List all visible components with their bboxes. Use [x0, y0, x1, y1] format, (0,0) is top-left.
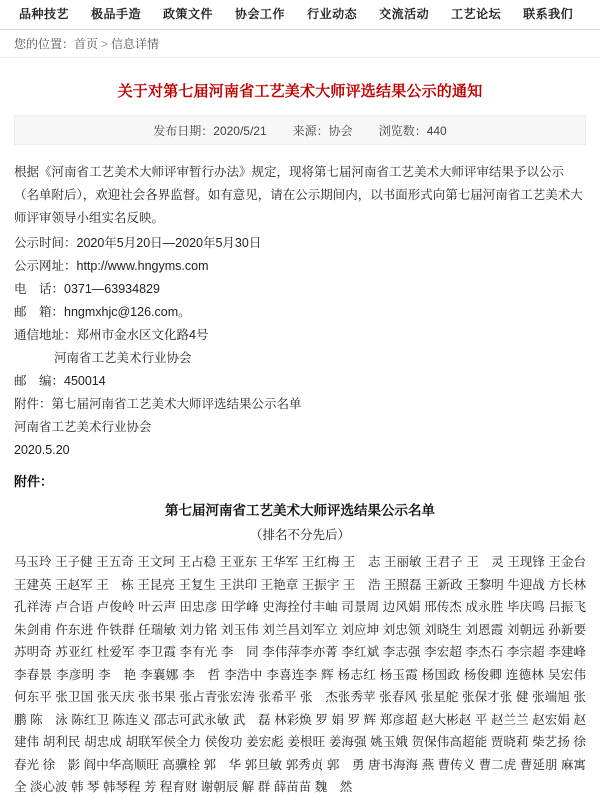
nav-item-2[interactable]: 政策文件 [163, 7, 214, 21]
breadcrumb-current: 信息详情 [111, 37, 160, 51]
article-line-8: 2020.5.20 [14, 443, 70, 457]
nav-item-4[interactable]: 行业动态 [307, 7, 358, 21]
article-paragraph: 根据《河南省工艺美术大师评审暂行办法》规定，现将第七届河南省工艺美术大师评审结果予以公示（名单附后），欢迎社会各界监督。如有意见，请在公示期间内，以书面形式向第七届河南省工艺美术大师评审领导小组实名反映。 [14, 165, 583, 225]
views-label: 浏览数： [378, 123, 427, 138]
article-line-7: 河南省工艺美术行业协会 [14, 420, 152, 434]
winner-name-list: 马玉玲 王子健 王五奇 王文珂 王占稳 王亚东 王华军 王红梅 王 志 王丽敏 王君子 王 灵 王现锋 王金台 王建英 王赵军 王 栋 王昆亮 王复生 王洪印 王艳章 王振宇 王 浩 王照磊 王新政 王黎明 牛迎战 方长林 孔祥涛 卢合语 卢俊岭 叶云声 田忠彦 田学峰 史海拴付丰岫 司景周 边风娟 邢传杰 成永胜 毕庆鸣 吕振飞朱剑甫 仵东进 仵铁群 任瑞敏 刘力铭 刘玉伟 刘兰昌刘军立 刘应坤 刘忠领 刘晓生 刘恩霞 刘朝远 孙新要苏明奇 苏亚红 杜爱军 李卫霞 李有光 李 同 李伟萍李亦菁 李红斌 李志强 李宏超 李杰石 李宗超 李建峰李春景 李彦明 李 艳 李襄娜 李 哲 李浩中 李喜连李 辉 杨志红 杨玉霞 杨国政 杨俊卿 连德林 吴宏伟 何东平 张卫国 张天庆 张书果 张占青张宏涛 张希平 张 杰张秀苹 张春风 张星舵 张保才张 健 张端旭 张 鹏 陈 泳 陈红卫 陈连义 邵志可武永敏 武 磊 林彩焕 罗 娟 罗 辉 郑彦超 赵大彬赵 平 赵兰兰 赵宏娟 赵建伟 胡利民 胡忠成 胡联军侯全力 侯俊功 姜宏彪 姜根旺 姜海强 姚玉娥 贺保伟高超能 贾晓莉 柴艺扬 徐春光 徐 影 阎中华高顺旺 高骥栓 郭 华 郭旦敏 郭秀贞 郭 勇 唐书海海 燕 曹传义 曹二虎 曹延朋 麻寓全 淡心波 韩 琴 韩琴程 芳 程育财 谢朝辰 解 群 薛苗苗 魏 然 [14, 555, 599, 794]
list-title: 第七届河南省工艺美术大师评选结果公示名单 [165, 503, 435, 518]
article-line-6: 附件：第七届河南省工艺美术大师评选结果公示名单 [14, 397, 302, 411]
article-line-5: 邮 编：450014 [14, 374, 106, 388]
breadcrumb [0, 30, 600, 58]
nav-item-7[interactable]: 联系我们 [523, 7, 574, 21]
views-value: 440 [426, 123, 447, 138]
breadcrumb-home-link[interactable]: 首页 [74, 37, 99, 51]
article-line-0: 公示时间：2020年5月20日—2020年5月30日 [14, 236, 262, 250]
article-line-4: 通信地址：郑州市金水区文化路4号 [14, 328, 209, 342]
publish-date-label: 发布日期： [153, 123, 214, 138]
list-subtitle: （排名不分先后） [249, 528, 350, 542]
article-title: 关于对第七届河南省工艺美术大师评选结果公示的通知 [117, 83, 483, 100]
article-content [0, 80, 600, 807]
source-label: 来源： [292, 123, 329, 138]
article-line-2: 电 话：0371—63934829 [14, 282, 160, 296]
article-line-3: 邮 箱：hngmxhjc@126.com。 [14, 305, 191, 319]
publish-date [153, 122, 266, 139]
views [379, 122, 447, 139]
nav-item-1[interactable]: 极品手造 [91, 7, 142, 21]
breadcrumb-label: 您的位置： [14, 37, 75, 51]
publish-date-value: 2020/5/21 [213, 123, 267, 138]
nav-item-3[interactable]: 协会工作 [235, 7, 286, 21]
article-body [14, 161, 599, 807]
nav-item-5[interactable]: 交流活动 [379, 7, 430, 21]
source-value: 协会 [328, 123, 353, 138]
attachment-heading: 附件： [14, 474, 54, 489]
article-line-association: 河南省工艺美术行业协会 [54, 351, 192, 365]
top-navbar [0, 0, 600, 30]
article-line-1: 公示网址：http://www.hngyms.com [14, 259, 209, 273]
nav-item-0[interactable]: 品种技艺 [19, 7, 70, 21]
breadcrumb-separator: > [101, 36, 109, 51]
nav-item-6[interactable]: 工艺论坛 [451, 7, 502, 21]
source [293, 122, 353, 139]
article-meta-bar [14, 115, 586, 145]
